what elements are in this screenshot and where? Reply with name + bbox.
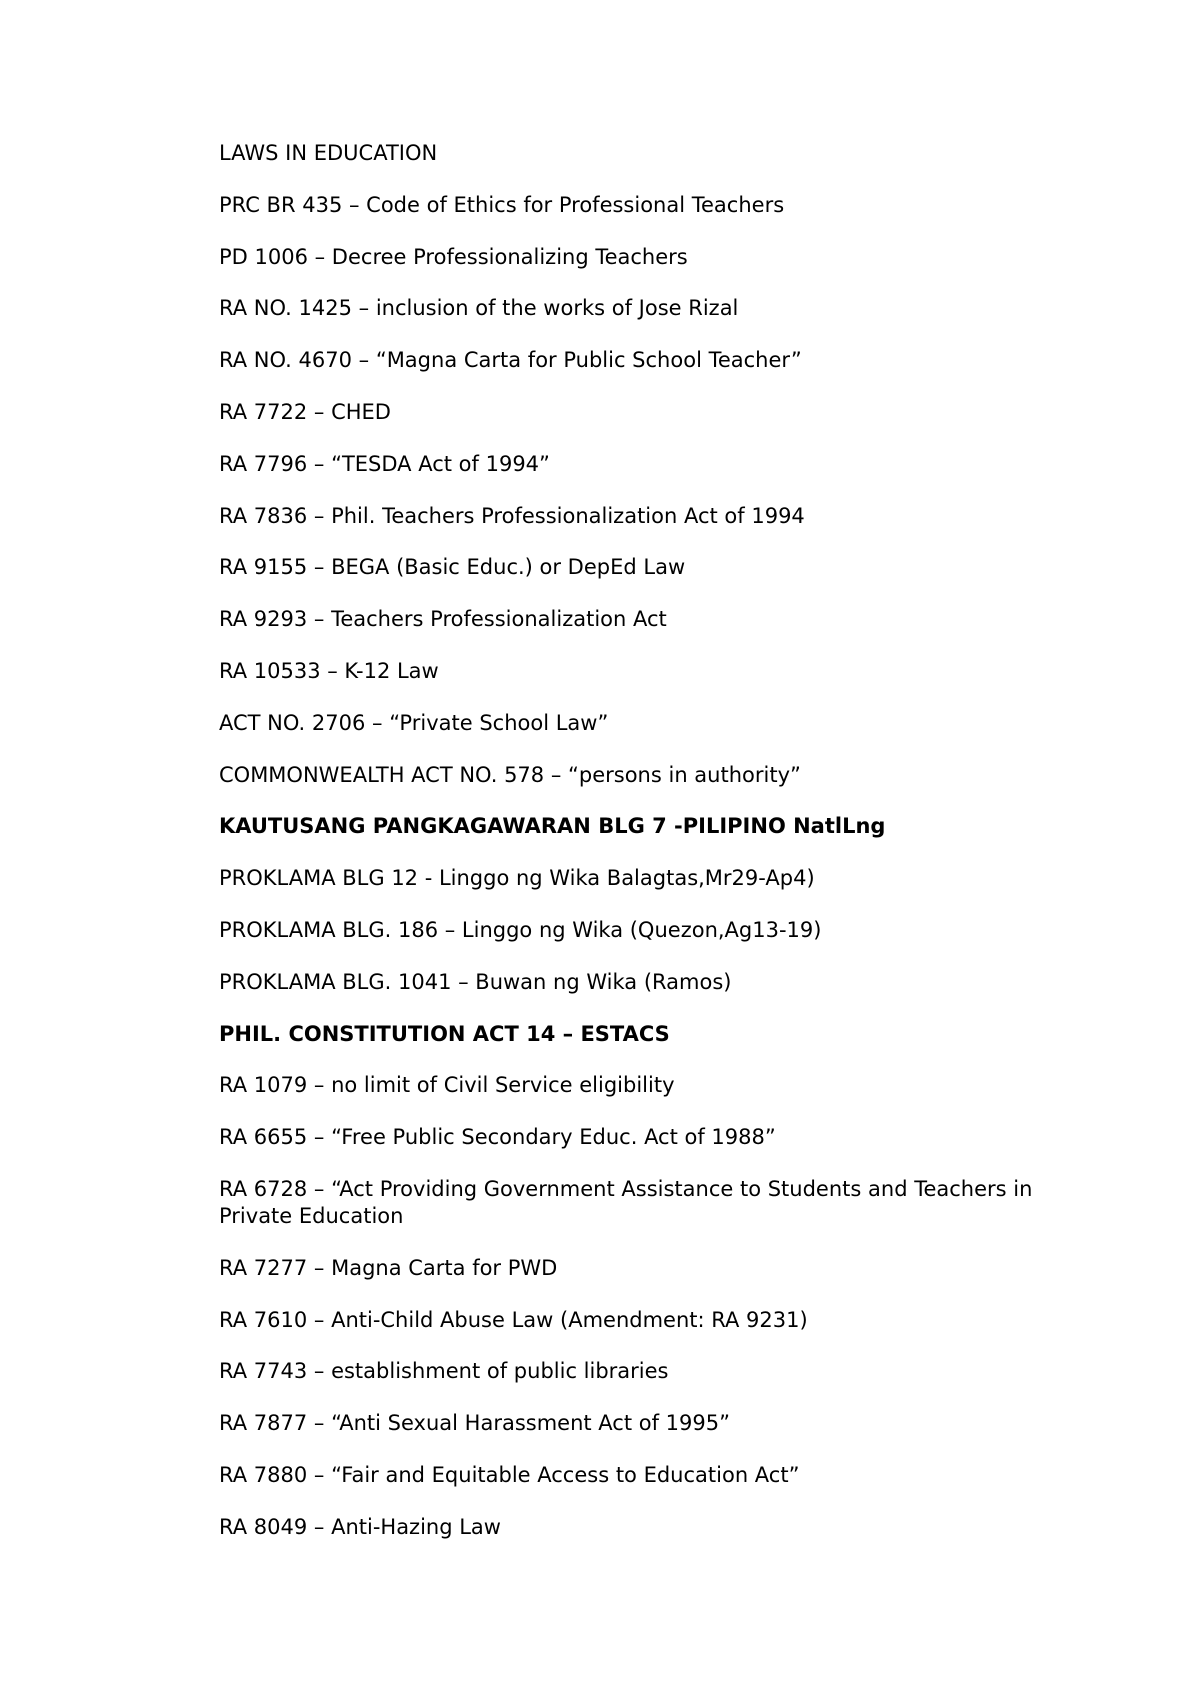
document-body [219,140,1099,1566]
law-entry: RA 1079 – no limit of Civil Service eligibility [219,1073,675,1098]
law-entry: PROKLAMA BLG 12 - Linggo ng Wika Balagtas,Mr29-Ap4) [219,866,815,891]
law-entry: RA 7610 – Anti-Child Abuse Law (Amendment: RA 9231) [219,1307,808,1332]
law-entry: RA 6655 – “Free Public Secondary Educ. Act of 1988” [219,1125,776,1150]
law-entry: PRC BR 435 – Code of Ethics for Professional Teachers [219,192,785,217]
document-title: LAWS IN EDUCATION [219,141,438,165]
law-entry: RA 7877 – “Anti Sexual Harassment Act of 1995” [219,1411,730,1436]
law-entry: RA 7743 – establishment of public libraries [219,1359,669,1384]
law-entry: PD 1006 – Decree Professionalizing Teachers [219,244,688,269]
law-entry: PROKLAMA BLG. 1041 – Buwan ng Wika (Ramos) [219,969,732,994]
section-heading: PHIL. CONSTITUTION ACT 14 – ESTACS [219,1021,670,1046]
law-entry: RA NO. 1425 – inclusion of the works of Jose Rizal [219,296,739,321]
law-entry: RA 9155 – BEGA (Basic Educ.) or DepEd Law [219,555,686,580]
law-entry: COMMONWEALTH ACT NO. 578 – “persons in authority” [219,762,801,787]
law-entry: RA 7277 – Magna Carta for PWD [219,1255,558,1280]
law-entry: PROKLAMA BLG. 186 – Linggo ng Wika (Quezon,Ag13-19) [219,917,822,942]
law-entry: RA 7722 – CHED [219,399,391,424]
law-entry: RA 7836 – Phil. Teachers Professionalization Act of 1994 [219,503,805,528]
law-entry: RA NO. 4670 – “Magna Carta for Public School Teacher” [219,348,802,373]
law-entry: ACT NO. 2706 – “Private School Law” [219,710,609,735]
law-entry: RA 9293 – Teachers Professionalization Act [219,607,667,632]
law-entry: RA 10533 – K-12 Law [219,658,439,683]
law-entry: RA 7796 – “TESDA Act of 1994” [219,451,550,476]
law-entry: RA 7880 – “Fair and Equitable Access to Education Act” [219,1462,800,1487]
law-entry: RA 8049 – Anti-Hazing Law [219,1514,501,1539]
section-heading: KAUTUSANG PANGKAGAWARAN BLG 7 -PILIPINO NatlLng [219,814,886,839]
law-entry: RA 6728 – “Act Providing Government Assistance to Students and Teachers in Private Education [219,1176,1033,1228]
law-list [219,192,1099,1541]
